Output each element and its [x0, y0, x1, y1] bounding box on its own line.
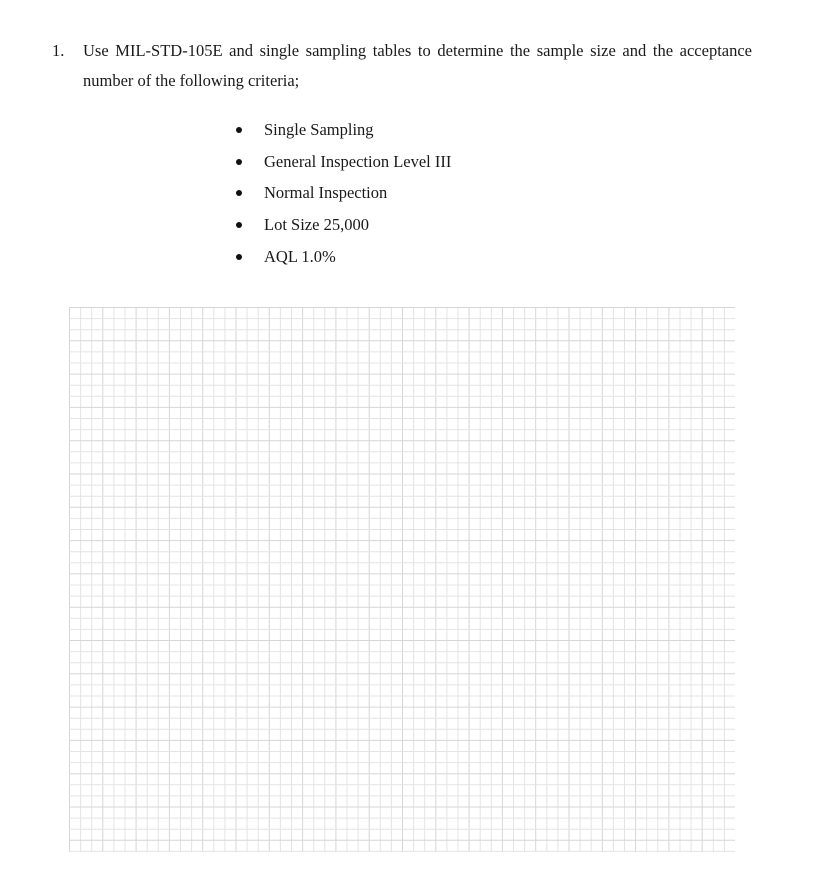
bullet-icon: [236, 222, 242, 228]
criteria-item-label: Normal Inspection: [264, 183, 388, 203]
answer-grid: [69, 307, 735, 852]
bullet-icon: [236, 190, 242, 196]
criteria-item: [232, 212, 451, 244]
criteria-item-label: Single Sampling: [264, 120, 374, 139]
criteria-item: [232, 180, 451, 212]
question-number: 1.: [52, 41, 65, 60]
bullet-icon: [236, 159, 242, 165]
criteria-item: [232, 244, 451, 276]
criteria-item-label: AQL 1.0%: [264, 246, 336, 266]
question-text: Use MIL-STD-105E and single sampling tables to determine the sample size and the acceptance number of the following criteria;: [83, 41, 752, 90]
criteria-item-label: Lot Size 25,000: [264, 215, 369, 235]
graph-paper-grid: [69, 307, 735, 852]
bullet-icon: [236, 127, 242, 133]
criteria-list: [232, 117, 451, 275]
question-1: [52, 36, 752, 96]
bullet-icon: [236, 254, 242, 260]
criteria-item: [232, 149, 451, 181]
criteria-item: [232, 117, 451, 149]
criteria-item-label: General Inspection Level III: [264, 151, 452, 171]
